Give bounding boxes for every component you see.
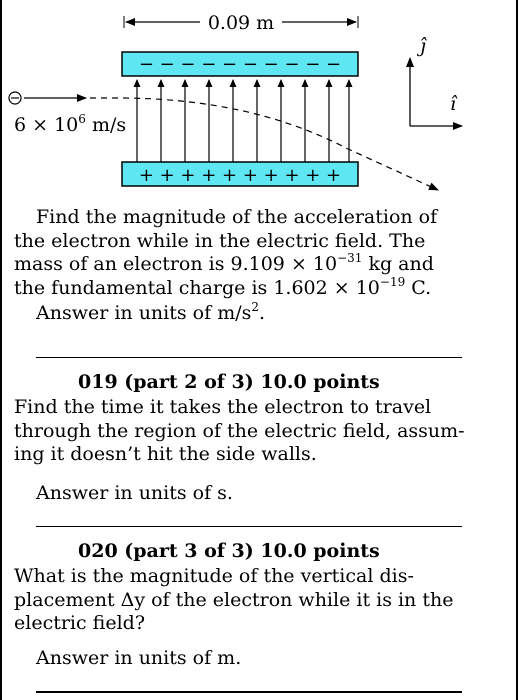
divider-2 [36, 526, 462, 527]
part3-question: What is the magnitude of the vertical displacement Δy of the electron while it is in the electric field? [14, 565, 454, 634]
width-label: 0.09 m [207, 12, 275, 34]
electron [9, 92, 21, 104]
coordinate-axes [410, 35, 462, 126]
part2-heading: 019 (part 2 of 3) 10.0 points [78, 371, 380, 393]
divider-1 [36, 357, 462, 358]
velocity-label: $6 \times 10^6$ m/s [14, 112, 127, 136]
part2-question: Find the time it takes the electron to travel through the region of the electric field, assuming it doesn’t hit the side walls. [14, 396, 465, 465]
electric-field-figure [0, 0, 526, 205]
part1-answer-units: Answer in units of $m/s^2$. [36, 300, 266, 324]
bottom-plate-signs: + + + + + + + + + + [138, 165, 342, 186]
top-plate-signs: − − − − − − − − − − [138, 54, 342, 75]
bottom-plate [122, 162, 358, 186]
divider-3 [36, 691, 462, 693]
part3-heading: 020 (part 3 of 3) 10.0 points [78, 540, 380, 562]
width-dimension [124, 12, 358, 34]
i-hat-label: î [450, 93, 457, 115]
j-hat-label: ĵ [420, 35, 426, 57]
part2-answer-units: Answer in units of s. [36, 482, 233, 504]
part1-question: Find the magnitude of the acceleration of the electron while in the electric field. The mass of an electron is $9.109 \times 10^{-31}$ kg and the fundamental charge is $1.602 \times 10^{-19}$ C. [14, 206, 438, 299]
field-lines [137, 80, 349, 162]
part3-answer-units: Answer in units of m. [36, 647, 242, 669]
top-plate [122, 52, 358, 76]
